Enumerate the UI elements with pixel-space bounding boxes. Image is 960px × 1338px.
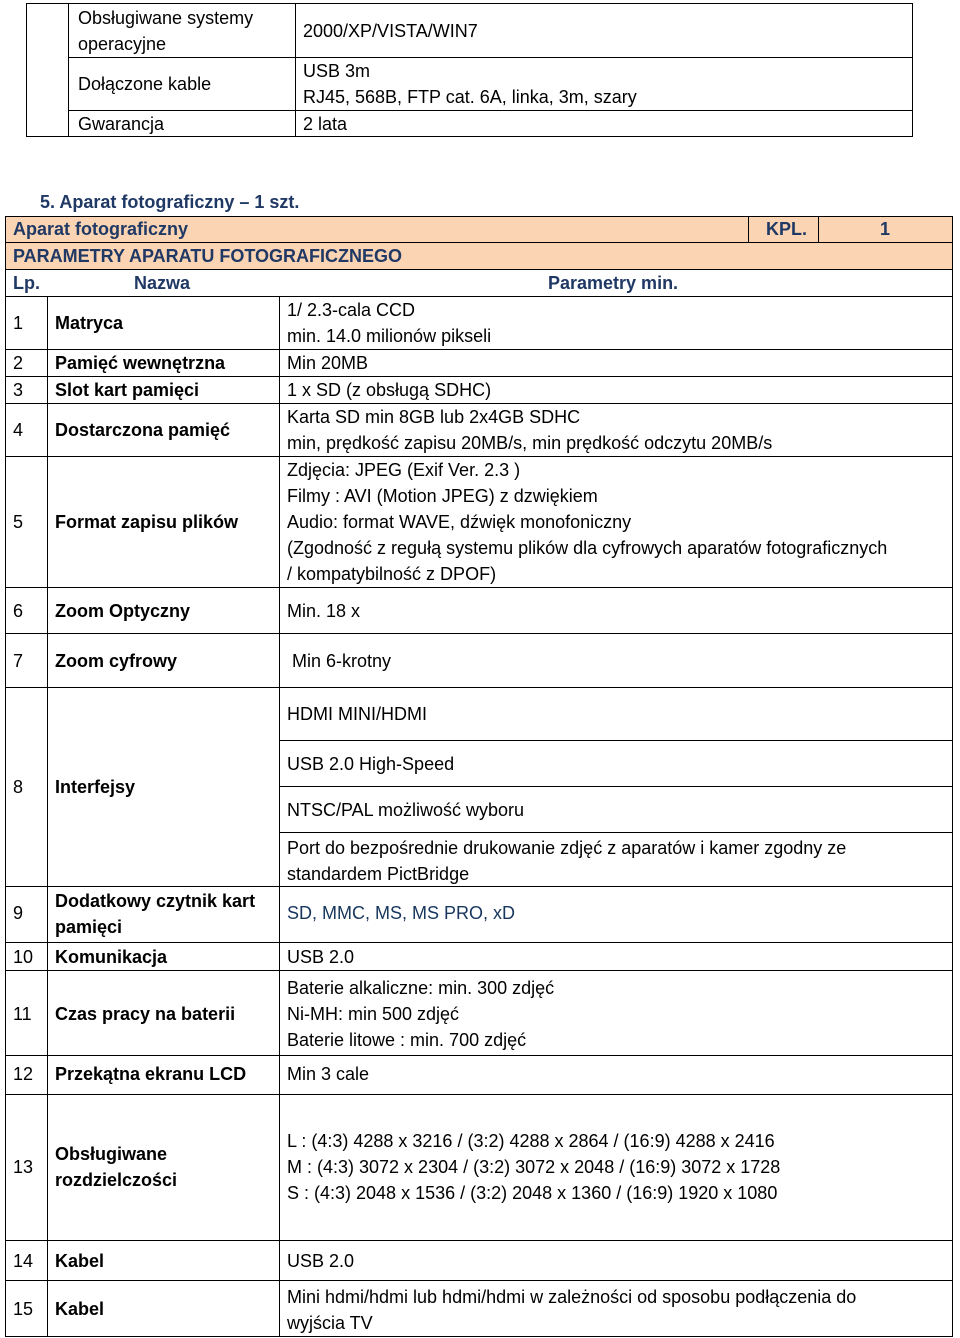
row-number: 11 <box>13 1004 32 1024</box>
top-row-label: Dołączone kable <box>78 74 212 94</box>
row-number: 15 <box>13 1299 34 1319</box>
row-number: 8 <box>13 777 24 797</box>
quantity-value: 1 <box>880 219 891 239</box>
table-title: Aparat fotograficzny <box>13 219 189 239</box>
top-row-value: 2000/XP/VISTA/WIN7 <box>303 21 478 41</box>
row-number: 2 <box>13 353 24 373</box>
row-value: min. 14.0 milionów pikseli <box>287 326 492 346</box>
row-value: Mini hdmi/hdmi lub hdmi/hdmi w zależności od sposobu podłączenia do <box>287 1287 857 1307</box>
row-value: USB 2.0 <box>287 947 355 967</box>
row-value: S : (4:3) 2048 x 1536 / (3:2) 2048 x 1360 / (16:9) 1920 x 1080 <box>287 1183 778 1203</box>
row-number: 9 <box>13 903 24 923</box>
col-header-lp: Lp. <box>13 273 40 293</box>
row-value: L : (4:3) 4288 x 3216 / (3:2) 4288 x 2864 / (16:9) 4288 x 2416 <box>287 1131 775 1151</box>
top-row-label: Gwarancja <box>78 114 165 134</box>
row-value: min, prędkość zapisu 20MB/s, min prędkość odczytu 20MB/s <box>287 433 773 453</box>
row-value: NTSC/PAL możliwość wyboru <box>287 800 525 820</box>
row-value: Ni-MH: min 500 zdjęć <box>287 1004 460 1024</box>
row-value: / kompatybilność z DPOF) <box>287 564 497 584</box>
row-value: Min 20MB <box>287 353 369 373</box>
row-value: M : (4:3) 3072 x 2304 / (3:2) 3072 x 2048 / (16:9) 3072 x 1728 <box>287 1157 781 1177</box>
row-value: Filmy : AVI (Motion JPEG) z dzwiękiem <box>287 486 598 506</box>
row-value: Baterie alkaliczne: min. 300 zdjęć <box>287 978 555 998</box>
unit-label: KPL. <box>766 219 808 239</box>
row-number: 6 <box>13 601 24 621</box>
top-row-label: Obsługiwane systemy <box>78 8 254 28</box>
row-value: (Zgodność z regułą systemu plików dla cyfrowych aparatów fotograficznych <box>287 538 888 558</box>
row-value: Zdjęcia: JPEG (Exif Ver. 2.3 ) <box>287 460 521 480</box>
row-value: wyjścia TV <box>287 1313 373 1333</box>
top-row-value: 2 lata <box>303 114 348 134</box>
row-name: Zoom cyfrowy <box>55 651 178 671</box>
col-header-params: Parametry min. <box>548 273 679 293</box>
row-value: HDMI MINI/HDMI <box>287 704 427 724</box>
row-name: Obsługiwane <box>55 1144 168 1164</box>
row-value: USB 2.0 High-Speed <box>287 754 455 774</box>
row-number: 12 <box>13 1064 34 1084</box>
row-name: Dostarczona pamięć <box>55 420 231 440</box>
section-heading: 5. Aparat fotograficzny – 1 szt. <box>40 192 300 212</box>
col-header-name: Nazwa <box>134 273 191 293</box>
row-name: Matryca <box>55 313 124 333</box>
row-number: 14 <box>13 1251 34 1271</box>
row-value: Audio: format WAVE, dźwięk monofoniczny <box>287 512 632 532</box>
row-value: SD, MMC, MS, MS PRO, xD <box>287 903 516 923</box>
row-value: Min 3 cale <box>287 1064 370 1084</box>
row-number: 10 <box>13 947 34 967</box>
row-value: Port do bezpośrednie drukowanie zdjęć z aparatów i kamer zgodny ze <box>287 838 847 858</box>
row-name: Komunikacja <box>55 947 168 967</box>
top-row-label: operacyjne <box>78 34 167 54</box>
row-name: Kabel <box>55 1251 105 1271</box>
top-row-value: RJ45, 568B, FTP cat. 6A, linka, 3m, szary <box>303 87 637 107</box>
row-name: Slot kart pamięci <box>55 380 200 400</box>
row-value: 1 x SD (z obsługą SDHC) <box>287 380 492 400</box>
row-value: Karta SD min 8GB lub 2x4GB SDHC <box>287 407 581 427</box>
row-number: 1 <box>13 313 24 333</box>
row-value: 1/ 2.3-cala CCD <box>287 300 416 320</box>
row-name: Format zapisu plików <box>55 512 239 532</box>
row-name: Pamięć wewnętrzna <box>55 353 226 373</box>
row-number: 4 <box>13 420 24 440</box>
row-name: pamięci <box>55 917 123 937</box>
row-name: Dodatkowy czytnik kart <box>55 891 256 911</box>
row-value: standardem PictBridge <box>287 864 470 884</box>
row-value: Min 6-krotny <box>292 651 392 671</box>
row-number: 7 <box>13 651 24 671</box>
row-name: rozdzielczości <box>55 1170 178 1190</box>
params-header: PARAMETRY APARATU FOTOGRAFICZNEGO <box>13 246 402 266</box>
row-name: Przekątna ekranu LCD <box>55 1064 247 1084</box>
row-value: USB 2.0 <box>287 1251 355 1271</box>
row-name: Kabel <box>55 1299 105 1319</box>
row-name: Czas pracy na baterii <box>55 1004 236 1024</box>
row-value: Min. 18 x <box>287 601 361 621</box>
top-row-value: USB 3m <box>303 61 371 81</box>
row-name: Interfejsy <box>55 777 136 797</box>
row-name: Zoom Optyczny <box>55 601 191 621</box>
row-number: 5 <box>13 512 24 532</box>
row-value: Baterie litowe : min. 700 zdjęć <box>287 1030 527 1050</box>
row-number: 13 <box>13 1157 34 1177</box>
row-number: 3 <box>13 380 24 400</box>
